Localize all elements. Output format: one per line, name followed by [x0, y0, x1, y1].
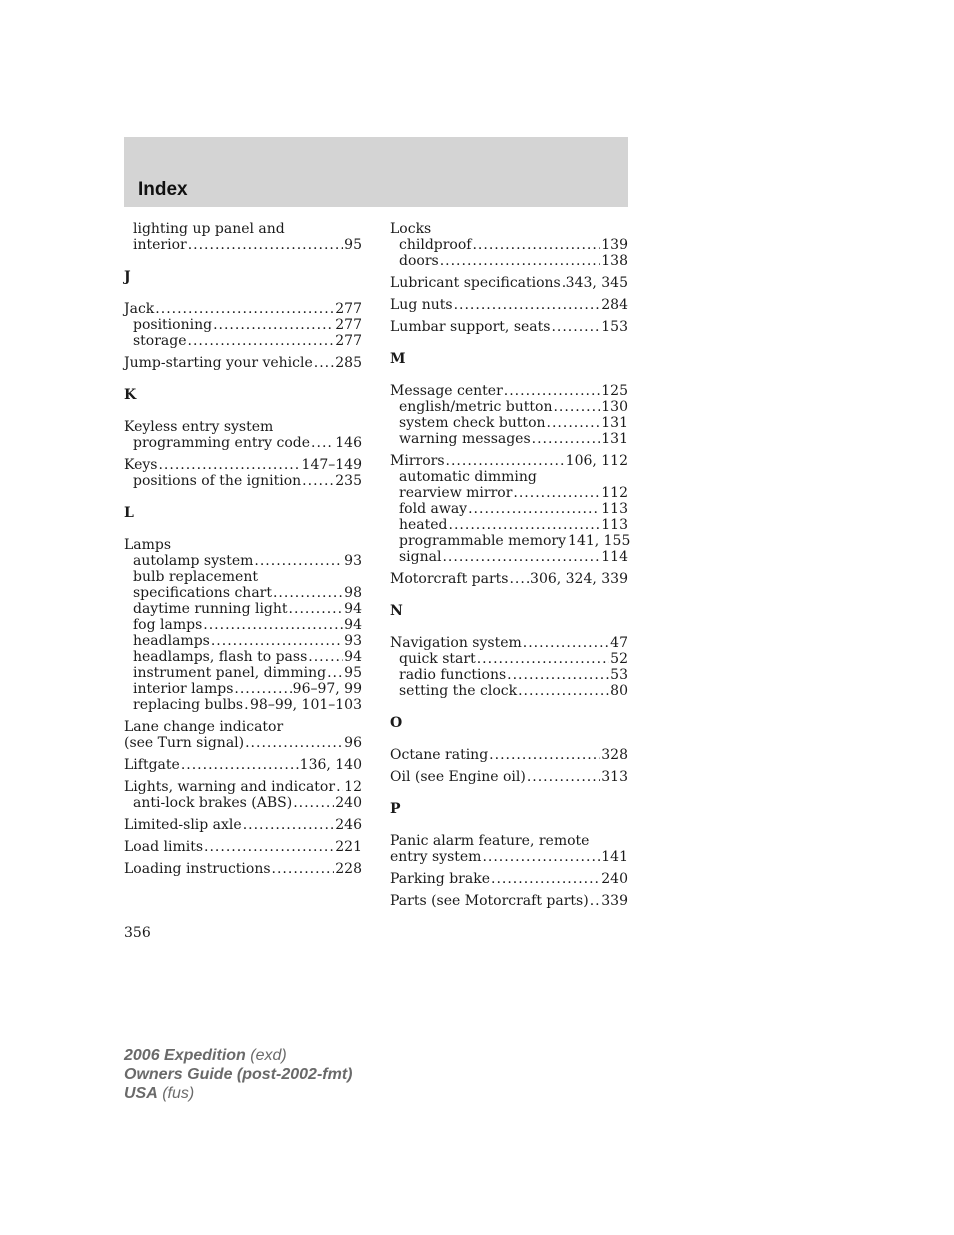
dot-leader	[204, 839, 334, 855]
index-page-ref: 93	[344, 633, 362, 649]
footer-guide: Owners Guide (post-2002-fmt)	[124, 1066, 353, 1083]
index-subentry	[124, 681, 362, 697]
index-term: Keyless entry system	[124, 419, 274, 435]
index-subentry	[390, 683, 628, 699]
index-term: quick start	[399, 651, 476, 667]
index-term: Motorcraft parts	[390, 571, 509, 587]
index-term: Parts (see Motorcraft parts)	[390, 893, 589, 909]
index-page-ref: 98–99, 101–103	[250, 697, 362, 713]
index-page-ref: 277	[335, 333, 362, 349]
index-term: Limited-slip axle	[124, 817, 242, 833]
index-section-letter: P	[390, 801, 401, 817]
index-page-ref: 94	[344, 601, 362, 617]
index-entry	[390, 893, 628, 909]
index-page-ref: 141, 155	[568, 533, 631, 549]
dot-leader	[188, 237, 343, 253]
dot-leader	[532, 431, 601, 447]
index-term: daytime running light	[133, 601, 288, 617]
index-subentry	[124, 585, 362, 601]
dot-leader	[551, 319, 600, 335]
dot-leader	[302, 473, 334, 489]
dot-leader	[213, 317, 334, 333]
index-page-ref: 96	[344, 735, 362, 751]
dot-leader	[472, 237, 600, 253]
index-term: entry system	[390, 849, 482, 865]
index-entry	[390, 635, 628, 651]
index-subentry	[124, 569, 362, 585]
header-band	[124, 137, 628, 207]
index-term: storage	[133, 333, 187, 349]
index-page-ref: 95	[344, 237, 362, 253]
index-term: interior lamps	[133, 681, 234, 697]
index-page-ref: 106, 112	[565, 453, 628, 469]
index-term: Panic alarm feature, remote	[390, 833, 590, 849]
index-page-ref: 138	[601, 253, 628, 269]
dot-leader	[203, 617, 343, 633]
dot-leader	[513, 485, 600, 501]
footer-line-1	[124, 1046, 352, 1065]
dot-leader	[308, 649, 343, 665]
index-entry	[124, 419, 362, 435]
index-page-ref: 221	[335, 839, 362, 855]
index-term: Liftgate	[124, 757, 180, 773]
index-section-letter: M	[390, 351, 406, 367]
index-term: positions of the ignition	[133, 473, 302, 489]
index-entry	[390, 769, 628, 785]
index-subentry	[390, 431, 628, 447]
dot-leader	[523, 635, 609, 651]
footer-line-3	[124, 1084, 352, 1103]
dot-leader	[449, 517, 601, 533]
index-entry	[390, 221, 628, 237]
footer-region: USA	[124, 1085, 158, 1102]
index-term: fold away	[399, 501, 468, 517]
index-entry	[124, 719, 362, 735]
index-term: heated	[399, 517, 448, 533]
index-page-ref: 53	[610, 667, 628, 683]
index-term: replacing bulbs	[133, 697, 244, 713]
index-entry	[390, 747, 628, 763]
index-subentry	[124, 237, 362, 253]
index-page-ref: 113	[601, 501, 628, 517]
index-subentry	[124, 601, 362, 617]
index-subentry	[390, 469, 628, 485]
index-page-ref: 94	[344, 617, 362, 633]
index-term: rearview mirror	[399, 485, 513, 501]
index-page-ref: 246	[335, 817, 362, 833]
index-page-ref: 339	[601, 893, 628, 909]
dot-leader	[477, 651, 609, 667]
index-term: autolamp system	[133, 553, 254, 569]
index-subentry	[390, 651, 628, 667]
dot-leader	[272, 861, 335, 877]
index-term: Jump-starting your vehicle	[124, 355, 313, 371]
index-term: Octane rating	[390, 747, 489, 763]
dot-leader	[336, 779, 343, 795]
index-term: Lane change indicator	[124, 719, 284, 735]
index-term: headlamps, flash to pass	[133, 649, 308, 665]
index-term: instrument panel, dimming	[133, 665, 327, 681]
index-section-letter: L	[124, 505, 134, 521]
index-term: Locks	[390, 221, 432, 237]
dot-leader	[211, 633, 343, 649]
index-term: Mirrors	[390, 453, 445, 469]
index-section-letter: K	[124, 387, 137, 403]
dot-leader	[188, 333, 335, 349]
index-page-ref: 139	[601, 237, 628, 253]
index-page-ref: 113	[601, 517, 628, 533]
footer-line-2	[124, 1065, 352, 1084]
index-page-ref: 95	[344, 665, 362, 681]
index-subentry	[390, 253, 628, 269]
dot-leader	[311, 435, 334, 451]
document-footer	[124, 1046, 352, 1103]
index-term: system check button	[399, 415, 546, 431]
index-page-ref: 136, 140	[299, 757, 362, 773]
index-page-ref: 96–97, 99	[292, 681, 362, 697]
index-term: warning messages	[399, 431, 531, 447]
index-page-ref: 228	[335, 861, 362, 877]
index-subentry	[390, 501, 628, 517]
dot-leader	[254, 553, 343, 569]
index-term: Load limits	[124, 839, 204, 855]
index-page-ref: 47	[610, 635, 628, 651]
dot-leader	[482, 849, 600, 865]
dot-leader	[181, 757, 299, 773]
index-entry	[390, 453, 628, 469]
index-term: doors	[399, 253, 439, 269]
index-section-letter: O	[390, 715, 403, 731]
index-entry	[124, 817, 362, 833]
index-term: Lamps	[124, 537, 172, 553]
index-subentry	[390, 485, 628, 501]
index-entry	[390, 319, 628, 335]
index-page-ref: 343, 345	[565, 275, 628, 291]
index-page-ref: 277	[335, 301, 362, 317]
index-subentry	[124, 795, 362, 811]
dot-leader	[454, 297, 601, 313]
index-page-ref: 125	[601, 383, 628, 399]
dot-leader	[243, 817, 335, 833]
index-subentry	[124, 617, 362, 633]
index-term: interior	[133, 237, 187, 253]
index-page-ref: 130	[601, 399, 628, 415]
footer-region-code: (fus)	[157, 1085, 195, 1102]
index-term: Lumbar support, seats	[390, 319, 551, 335]
index-subentry	[124, 317, 362, 333]
index-page-ref: 98	[344, 585, 362, 601]
dot-leader	[289, 601, 344, 617]
index-page-ref: 52	[610, 651, 628, 667]
index-term: setting the clock	[399, 683, 518, 699]
index-entry	[390, 871, 628, 887]
index-page-ref: 284	[601, 297, 628, 313]
dot-leader	[562, 275, 565, 291]
index-entry	[124, 355, 362, 371]
index-subentry	[124, 221, 362, 237]
index-entry	[390, 297, 628, 313]
index-page-ref: 94	[344, 649, 362, 665]
dot-leader	[245, 735, 343, 751]
page-title: Index	[138, 179, 188, 200]
index-page-ref: 114	[601, 549, 628, 565]
index-subentry	[124, 333, 362, 349]
index-subentry	[124, 633, 362, 649]
index-subentry	[390, 399, 628, 415]
dot-leader	[509, 571, 529, 587]
index-entry	[124, 457, 362, 473]
index-term: specifications chart	[133, 585, 272, 601]
index-term: automatic dimming	[399, 469, 537, 485]
dot-leader	[468, 501, 600, 517]
dot-leader	[590, 893, 601, 909]
dot-leader	[547, 415, 601, 431]
index-page-ref: 277	[335, 317, 362, 333]
index-page-ref: 141	[601, 849, 628, 865]
index-term: Lubricant specifications	[390, 275, 561, 291]
index-term: childproof	[399, 237, 472, 253]
dot-leader	[507, 667, 609, 683]
index-page-ref: 12	[344, 779, 362, 795]
dot-leader	[293, 795, 334, 811]
dot-leader	[446, 453, 565, 469]
index-entry	[390, 571, 628, 587]
index-subentry	[124, 553, 362, 569]
index-page-ref: 131	[601, 415, 628, 431]
index-term: Lug nuts	[390, 297, 453, 313]
index-page-ref: 313	[601, 769, 628, 785]
index-term: anti-lock brakes (ABS)	[133, 795, 293, 811]
index-subentry	[390, 549, 628, 565]
index-term: Parking brake	[390, 871, 490, 887]
index-page-ref: 328	[601, 747, 628, 763]
index-entry	[390, 275, 628, 291]
index-entry	[390, 383, 628, 399]
index-entry	[390, 849, 628, 865]
index-term: Jack	[124, 301, 155, 317]
dot-leader	[234, 681, 291, 697]
dot-leader	[314, 355, 334, 371]
index-section-letter: N	[390, 603, 403, 619]
index-subentry	[124, 665, 362, 681]
dot-leader	[527, 769, 600, 785]
dot-leader	[442, 549, 600, 565]
index-term: english/metric button	[399, 399, 553, 415]
index-column-left	[124, 221, 362, 877]
index-entry	[124, 861, 362, 877]
index-entry	[390, 833, 628, 849]
index-subentry	[124, 435, 362, 451]
dot-leader	[158, 457, 300, 473]
index-entry	[124, 735, 362, 751]
index-column-right	[390, 221, 631, 909]
index-subentry	[390, 237, 628, 253]
index-subentry	[390, 533, 631, 549]
index-term: radio functions	[399, 667, 507, 683]
index-page-ref: 285	[335, 355, 362, 371]
index-subentry	[124, 473, 362, 489]
index-entry	[124, 757, 362, 773]
index-entry	[124, 537, 362, 553]
index-page-ref: 240	[335, 795, 362, 811]
index-term: programming entry code	[133, 435, 311, 451]
dot-leader	[518, 683, 609, 699]
index-term: Navigation system	[390, 635, 522, 651]
index-term: fog lamps	[133, 617, 203, 633]
index-page-ref: 235	[335, 473, 362, 489]
dot-leader	[553, 399, 600, 415]
index-term: lighting up panel and	[133, 221, 285, 237]
index-page-ref: 240	[601, 871, 628, 887]
dot-leader	[489, 747, 600, 763]
dot-leader	[273, 585, 343, 601]
index-page-ref: 153	[601, 319, 628, 335]
index-subentry	[390, 517, 628, 533]
index-term: Lights, warning and indicator	[124, 779, 336, 795]
index-term: (see Turn signal)	[124, 735, 245, 751]
index-entry	[124, 779, 362, 795]
index-subentry	[124, 697, 362, 713]
index-section-letter: J	[124, 269, 131, 285]
footer-model: 2006 Expedition	[124, 1047, 246, 1064]
index-term: headlamps	[133, 633, 210, 649]
index-term: Oil (see Engine oil)	[390, 769, 526, 785]
dot-leader	[155, 301, 334, 317]
index-subentry	[390, 415, 628, 431]
index-entry	[124, 839, 362, 855]
index-page-ref: 112	[601, 485, 628, 501]
footer-model-code: (exd)	[245, 1047, 287, 1064]
dot-leader	[491, 871, 600, 887]
index-page-ref: 131	[601, 431, 628, 447]
index-subentry	[390, 667, 628, 683]
dot-leader	[244, 697, 249, 713]
index-subentry	[124, 649, 362, 665]
index-term: bulb replacement	[133, 569, 258, 585]
index-term: Loading instructions	[124, 861, 271, 877]
dot-leader	[440, 253, 601, 269]
index-term: Message center	[390, 383, 503, 399]
dot-leader	[504, 383, 600, 399]
index-term: Keys	[124, 457, 158, 473]
index-page-ref: 147–149	[301, 457, 362, 473]
index-page-ref: 306, 324, 339	[530, 571, 628, 587]
index-term: positioning	[133, 317, 213, 333]
index-page-ref: 93	[344, 553, 362, 569]
page-number: 356	[124, 925, 151, 941]
index-term: signal	[399, 549, 442, 565]
index-term: programmable memory	[399, 533, 567, 549]
index-page-ref: 80	[610, 683, 628, 699]
index-page-ref: 146	[335, 435, 362, 451]
dot-leader	[327, 665, 343, 681]
index-entry	[124, 301, 362, 317]
